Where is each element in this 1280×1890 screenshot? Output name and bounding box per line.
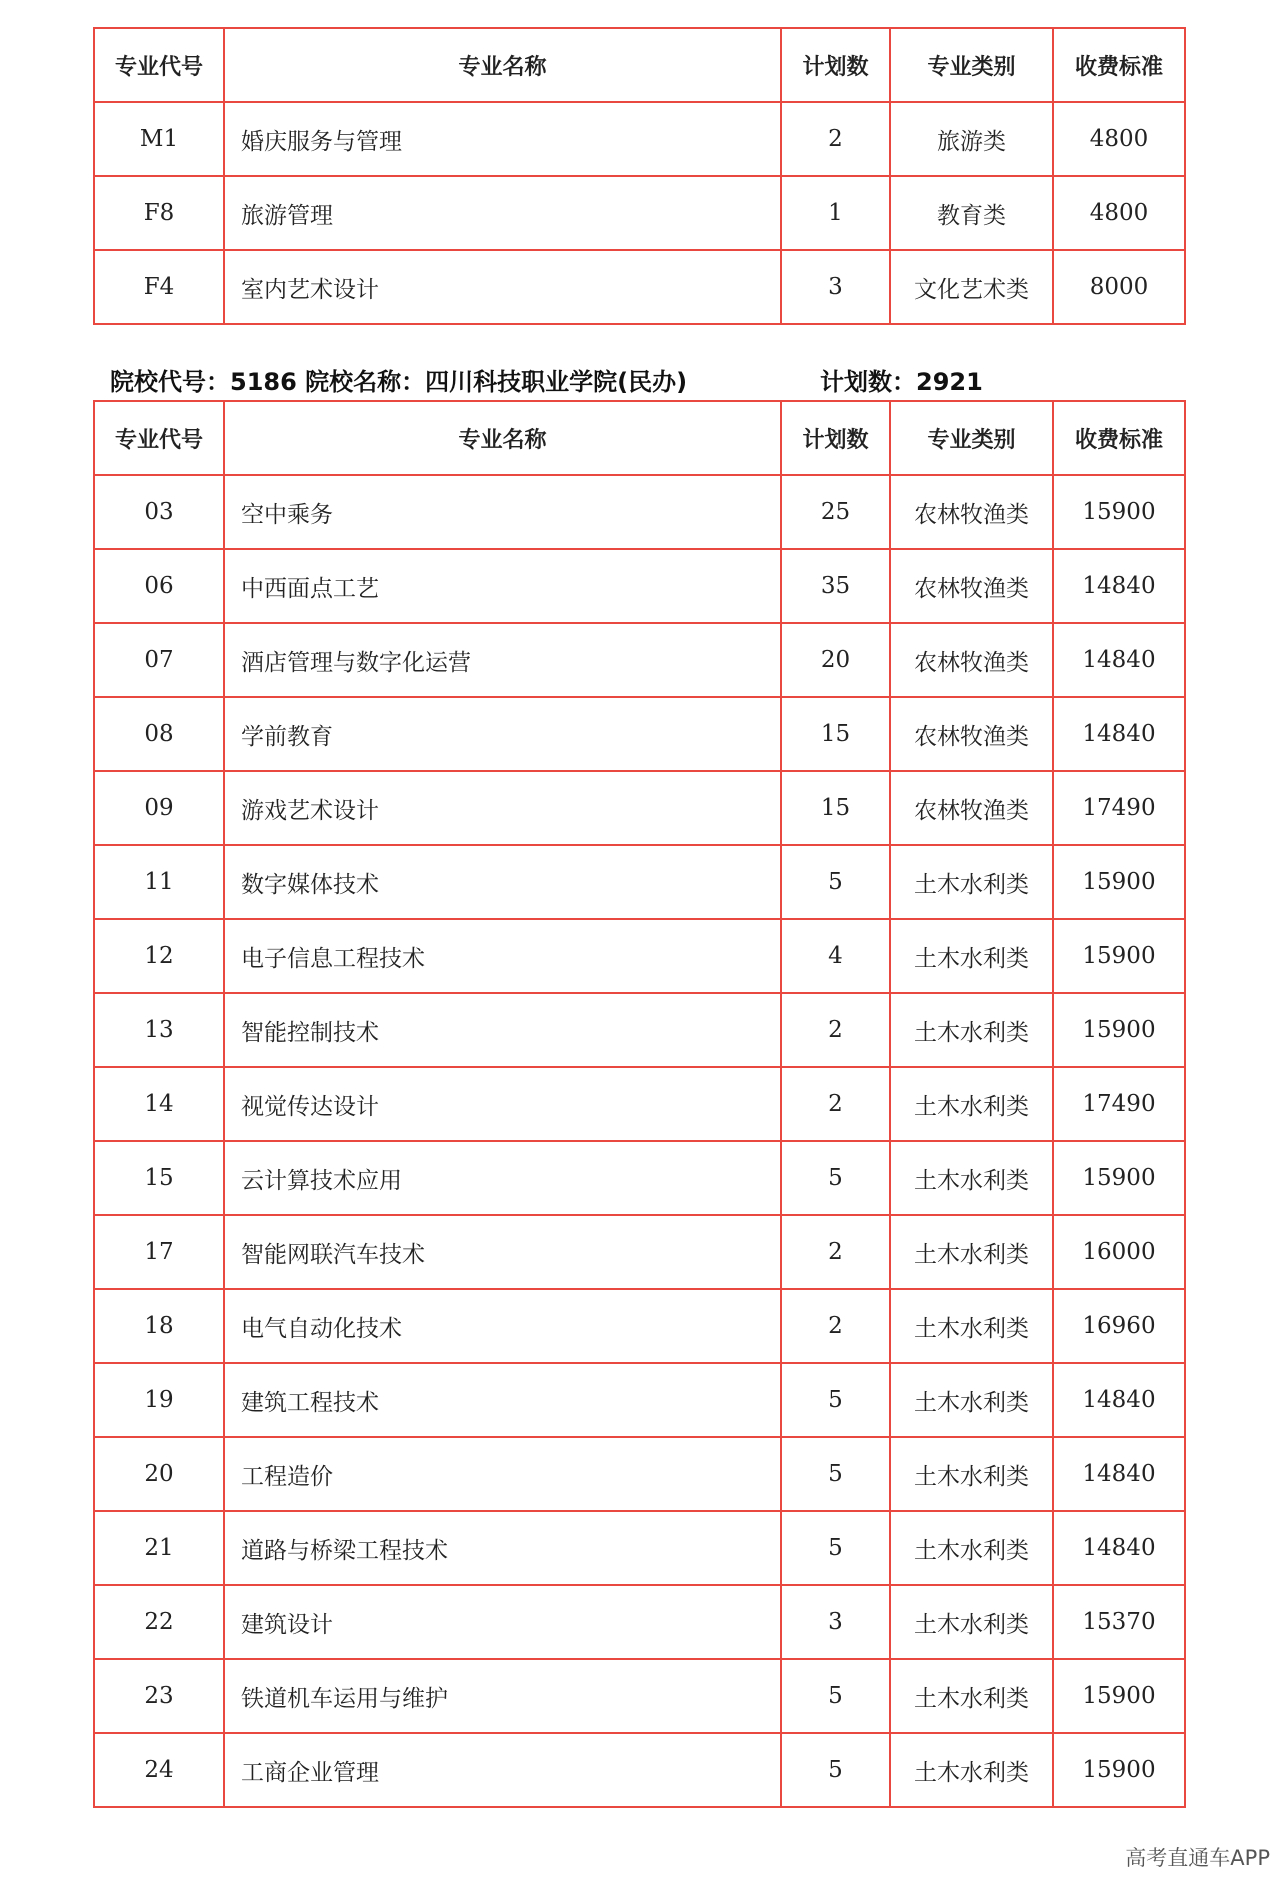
table-row xyxy=(94,1585,1185,1659)
table-row xyxy=(94,1215,1185,1289)
cell-count: 25 xyxy=(781,475,890,549)
cell-category: 土木水利类 xyxy=(890,1585,1053,1659)
cell-fee: 4800 xyxy=(1053,176,1185,250)
cell-fee: 15900 xyxy=(1053,845,1185,919)
cell-category: 农林牧渔类 xyxy=(890,771,1053,845)
table-row xyxy=(94,771,1185,845)
cell-code: 11 xyxy=(94,845,224,919)
cell-count: 35 xyxy=(781,549,890,623)
table-row xyxy=(94,919,1185,993)
table-row xyxy=(94,1437,1185,1511)
cell-code: 17 xyxy=(94,1215,224,1289)
table-row xyxy=(94,475,1185,549)
table-row xyxy=(94,1067,1185,1141)
cell-count: 5 xyxy=(781,1437,890,1511)
cell-code: 14 xyxy=(94,1067,224,1141)
header-name: 专业名称 xyxy=(224,28,781,102)
cell-count: 5 xyxy=(781,1511,890,1585)
cell-name: 道路与桥梁工程技术 xyxy=(224,1511,781,1585)
cell-count: 5 xyxy=(781,1659,890,1733)
cell-name: 空中乘务 xyxy=(224,475,781,549)
cell-count: 2 xyxy=(781,1289,890,1363)
cell-name: 婚庆服务与管理 xyxy=(224,102,781,176)
cell-name: 游戏艺术设计 xyxy=(224,771,781,845)
cell-fee: 14840 xyxy=(1053,1363,1185,1437)
cell-count: 2 xyxy=(781,1067,890,1141)
table-row xyxy=(94,1141,1185,1215)
table-row xyxy=(94,993,1185,1067)
cell-category: 土木水利类 xyxy=(890,1437,1053,1511)
cell-fee: 15370 xyxy=(1053,1585,1185,1659)
cell-category: 土木水利类 xyxy=(890,1215,1053,1289)
cell-name: 视觉传达设计 xyxy=(224,1067,781,1141)
cell-fee: 14840 xyxy=(1053,549,1185,623)
header-count: 计划数 xyxy=(781,401,890,475)
cell-code: F8 xyxy=(94,176,224,250)
cell-category: 土木水利类 xyxy=(890,1511,1053,1585)
header-fee: 收费标准 xyxy=(1053,28,1185,102)
table-header-row xyxy=(94,401,1185,475)
table-row xyxy=(94,1659,1185,1733)
cell-name: 数字媒体技术 xyxy=(224,845,781,919)
cell-count: 3 xyxy=(781,1585,890,1659)
cell-category: 农林牧渔类 xyxy=(890,623,1053,697)
cell-code: 03 xyxy=(94,475,224,549)
cell-count: 2 xyxy=(781,1215,890,1289)
table-row xyxy=(94,845,1185,919)
cell-fee: 14840 xyxy=(1053,623,1185,697)
cell-name: 旅游管理 xyxy=(224,176,781,250)
table-row xyxy=(94,250,1185,324)
cell-name: 酒店管理与数字化运营 xyxy=(224,623,781,697)
school-info-header xyxy=(110,362,983,397)
cell-code: 08 xyxy=(94,697,224,771)
cell-category: 土木水利类 xyxy=(890,1067,1053,1141)
cell-fee: 14840 xyxy=(1053,1437,1185,1511)
header-fee: 收费标准 xyxy=(1053,401,1185,475)
cell-count: 1 xyxy=(781,176,890,250)
header-category: 专业类别 xyxy=(890,401,1053,475)
cell-fee: 4800 xyxy=(1053,102,1185,176)
header-code: 专业代号 xyxy=(94,401,224,475)
cell-code: 07 xyxy=(94,623,224,697)
cell-code: 15 xyxy=(94,1141,224,1215)
cell-code: 19 xyxy=(94,1363,224,1437)
cell-code: 12 xyxy=(94,919,224,993)
school-code-name: 院校代号：5186 院校名称：四川科技职业学院(民办) xyxy=(110,368,688,396)
cell-code: 20 xyxy=(94,1437,224,1511)
cell-fee: 15900 xyxy=(1053,919,1185,993)
cell-fee: 17490 xyxy=(1053,1067,1185,1141)
cell-category: 土木水利类 xyxy=(890,1659,1053,1733)
table-row xyxy=(94,1289,1185,1363)
header-code: 专业代号 xyxy=(94,28,224,102)
cell-code: 23 xyxy=(94,1659,224,1733)
cell-name: 中西面点工艺 xyxy=(224,549,781,623)
cell-count: 4 xyxy=(781,919,890,993)
cell-fee: 15900 xyxy=(1053,1733,1185,1807)
cell-category: 教育类 xyxy=(890,176,1053,250)
cell-name: 智能网联汽车技术 xyxy=(224,1215,781,1289)
cell-category: 农林牧渔类 xyxy=(890,697,1053,771)
cell-category: 土木水利类 xyxy=(890,1141,1053,1215)
cell-category: 土木水利类 xyxy=(890,1733,1053,1807)
school-plan-count: 计划数：2921 xyxy=(820,368,983,396)
table-row xyxy=(94,176,1185,250)
cell-name: 云计算技术应用 xyxy=(224,1141,781,1215)
cell-fee: 15900 xyxy=(1053,1141,1185,1215)
cell-code: M1 xyxy=(94,102,224,176)
cell-code: F4 xyxy=(94,250,224,324)
header-count: 计划数 xyxy=(781,28,890,102)
cell-fee: 14840 xyxy=(1053,697,1185,771)
cell-code: 24 xyxy=(94,1733,224,1807)
cell-name: 工程造价 xyxy=(224,1437,781,1511)
cell-count: 2 xyxy=(781,102,890,176)
cell-code: 18 xyxy=(94,1289,224,1363)
major-table-1 xyxy=(93,27,1186,325)
cell-category: 文化艺术类 xyxy=(890,250,1053,324)
cell-category: 农林牧渔类 xyxy=(890,475,1053,549)
cell-code: 21 xyxy=(94,1511,224,1585)
table-row xyxy=(94,697,1185,771)
major-table-2 xyxy=(93,400,1186,1808)
cell-category: 土木水利类 xyxy=(890,993,1053,1067)
cell-category: 土木水利类 xyxy=(890,845,1053,919)
table-row xyxy=(94,623,1185,697)
table-row xyxy=(94,549,1185,623)
cell-count: 3 xyxy=(781,250,890,324)
cell-name: 智能控制技术 xyxy=(224,993,781,1067)
cell-fee: 14840 xyxy=(1053,1511,1185,1585)
cell-count: 5 xyxy=(781,1733,890,1807)
header-category: 专业类别 xyxy=(890,28,1053,102)
table-row xyxy=(94,1363,1185,1437)
cell-fee: 17490 xyxy=(1053,771,1185,845)
cell-count: 2 xyxy=(781,993,890,1067)
cell-category: 旅游类 xyxy=(890,102,1053,176)
table-row xyxy=(94,1733,1185,1807)
cell-name: 电子信息工程技术 xyxy=(224,919,781,993)
cell-name: 建筑工程技术 xyxy=(224,1363,781,1437)
cell-name: 建筑设计 xyxy=(224,1585,781,1659)
cell-name: 学前教育 xyxy=(224,697,781,771)
cell-fee: 15900 xyxy=(1053,475,1185,549)
cell-fee: 15900 xyxy=(1053,1659,1185,1733)
cell-code: 13 xyxy=(94,993,224,1067)
table-1-body xyxy=(94,102,1185,324)
cell-category: 农林牧渔类 xyxy=(890,549,1053,623)
cell-code: 09 xyxy=(94,771,224,845)
cell-name: 工商企业管理 xyxy=(224,1733,781,1807)
cell-count: 5 xyxy=(781,845,890,919)
cell-fee: 15900 xyxy=(1053,993,1185,1067)
cell-fee: 16960 xyxy=(1053,1289,1185,1363)
cell-name: 电气自动化技术 xyxy=(224,1289,781,1363)
cell-count: 20 xyxy=(781,623,890,697)
cell-count: 5 xyxy=(781,1141,890,1215)
header-name: 专业名称 xyxy=(224,401,781,475)
cell-category: 土木水利类 xyxy=(890,919,1053,993)
cell-count: 15 xyxy=(781,771,890,845)
table-row xyxy=(94,102,1185,176)
cell-count: 15 xyxy=(781,697,890,771)
table-row xyxy=(94,1511,1185,1585)
cell-code: 06 xyxy=(94,549,224,623)
cell-fee: 8000 xyxy=(1053,250,1185,324)
cell-count: 5 xyxy=(781,1363,890,1437)
cell-fee: 16000 xyxy=(1053,1215,1185,1289)
cell-name: 铁道机车运用与维护 xyxy=(224,1659,781,1733)
watermark: 高考直通车APP xyxy=(1125,1846,1270,1870)
table-2-body xyxy=(94,475,1185,1807)
cell-category: 土木水利类 xyxy=(890,1363,1053,1437)
cell-name: 室内艺术设计 xyxy=(224,250,781,324)
cell-category: 土木水利类 xyxy=(890,1289,1053,1363)
cell-code: 22 xyxy=(94,1585,224,1659)
table-header-row xyxy=(94,28,1185,102)
